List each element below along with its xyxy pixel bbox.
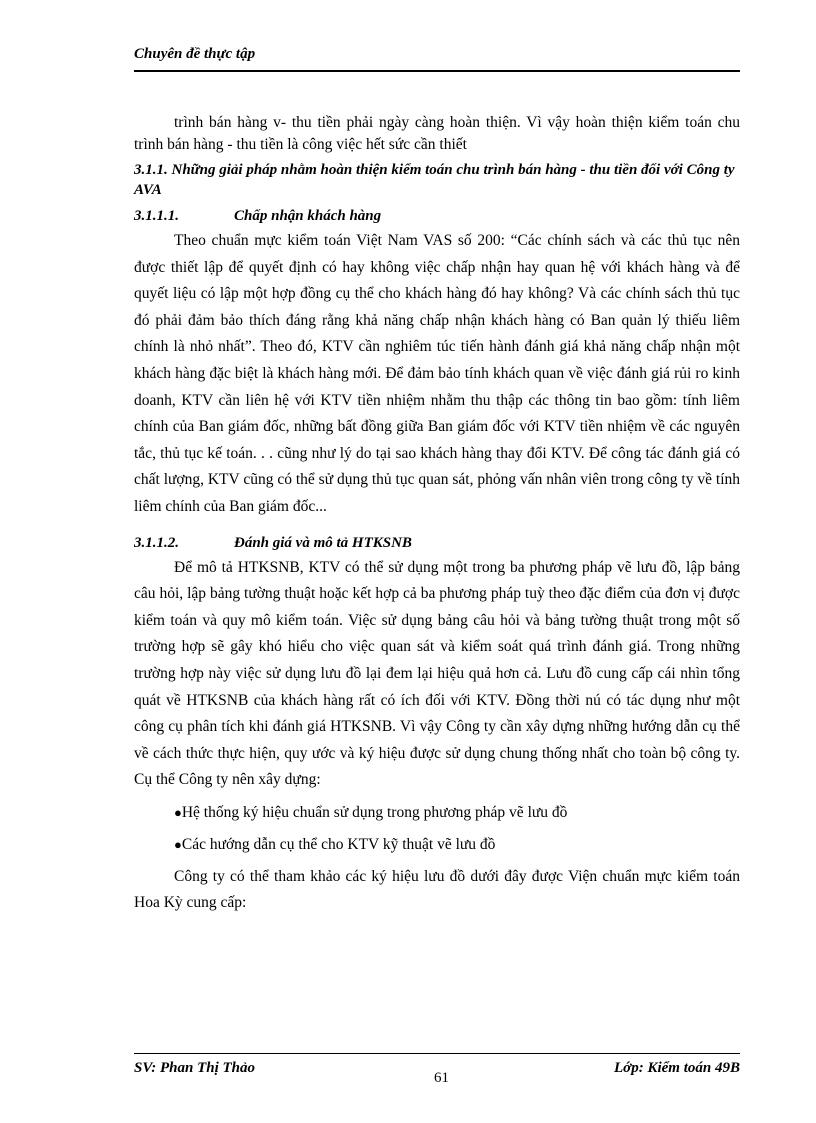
header-title: Chuyên đề thực tập [134,46,256,62]
section-title: Đánh giá và mô tả HTKSNB [234,534,412,551]
page-number: 61 [434,1070,449,1086]
intro-paragraph: trình bán hàng v- thu tiền phải ngày càng hoàn thiện. Vì vậy hoàn thiện kiểm toán chu trình bán hàng - thu tiền là công việc hết sức cần thiết [134,114,740,153]
paragraph-internal-control: Để mô tả HTKSNB, KTV có thể sử dụng một trong ba phương pháp vẽ lưu đồ, lập bảng câu hỏi, lập bảng tường thuật hoặc kết hợp cả ba phương pháp tuỳ theo đặc điểm của đơn vị được kiểm toán và quy mô kiểm toán. Việc sử dụng bảng câu hỏi và bảng tường thuật trong một số trường hợp sẽ gây khó hiểu cho việc quan sát và kiểm soát quá trình đánh giá. Trong những trường hợp này việc sử dụng lưu đồ lại đem lại hiệu quả hơn cả. Lưu đồ cung cấp cái nhìn tổng quát về HTKSNB của khách hàng rất có ích đối với KTV. Đồng thời nú có tác dụng như một công cụ phân tích khi đánh giá HTKSNB. Vì vậy Công ty cần xây dựng những hướng dẫn cụ thể về cách thức thực hiện, quy ước và ký hiệu được sử dụng chung thống nhất cho toàn bộ công ty. Cụ thể Công ty nên xây dựng: [134,558,740,789]
bullet-item [134,800,740,826]
bullet-icon: ● [174,836,182,852]
bullet-text: Hệ thống ký hiệu chuẩn sử dụng trong phương pháp vẽ lưu đồ [181,803,568,821]
section-heading-3-1-1: 3.1.1. Những giải pháp nhằm hoàn thiện kiểm toán chu trình bán hàng - thu tiền đối với Công ty AVA [134,162,735,198]
paragraph-flowchart-reference: Công ty có thể tham khảo các ký hiệu lưu đồ dưới đây được Viện chuẩn mực kiểm toán Hoa Kỳ cung cấp: [134,867,740,912]
bullet-text: Các hướng dẫn cụ thể cho KTV kỹ thuật vẽ lưu đồ [181,835,496,853]
document-body [134,112,740,917]
section-number: 3.1.1.2. [134,534,179,551]
footer-student: SV: Phan Thị Thảo [134,1060,256,1076]
bullet-item [134,832,740,858]
bullet-icon: ● [174,804,182,820]
paragraph-client-acceptance: Theo chuẩn mực kiểm toán Việt Nam VAS số 200: “Các chính sách và các thủ tục nên được thiết lập để quyết định có hay không việc chấp nhận hay quan hệ với khách hàng và để quyết liệu có lập một hợp đồng cụ thể cho khách hàng đó hay không? Và các chính sách thủ tục đó phải đảm bảo thích đáng rằng khả năng chấp nhận khách hàng có Ban quản lý thiếu liêm chính là nhỏ nhất”. Theo đó, KTV cần nghiêm túc tiến hành đánh giá khả năng chấp nhận một khách hàng đặc biệt là khách hàng mới. Để đảm bảo tính khách quan về việc đánh giá rủi ro kinh doanh, KTV cần liên hệ với KTV tiền nhiệm nhằm thu thập các thông tin bao gồm: tính liêm chính của Ban giám đốc, những bất đồng giữa Ban giám đốc với KTV tiền nhiệm về các nguyên tắc, thủ tục kế toán. . . cũng như lý do tại sao khách hàng thay đổi KTV. Để công tác đánh giá có chất lượng, KTV cũng có thể sử dụng thủ tục quan sát, phỏng vấn nhân viên trong công ty về tính liêm chính của Ban giám đốc... [134,232,740,515]
page-footer [134,1053,740,1086]
section-title: Chấp nhận khách hàng [234,208,382,224]
footer-class: Lớp: Kiểm toán 49B [614,1060,740,1076]
section-heading-3-1-1-2 [134,531,740,555]
section-number: 3.1.1.1. [134,208,179,224]
section-heading-3-1-1-1 [134,204,740,228]
page-header [134,46,740,72]
